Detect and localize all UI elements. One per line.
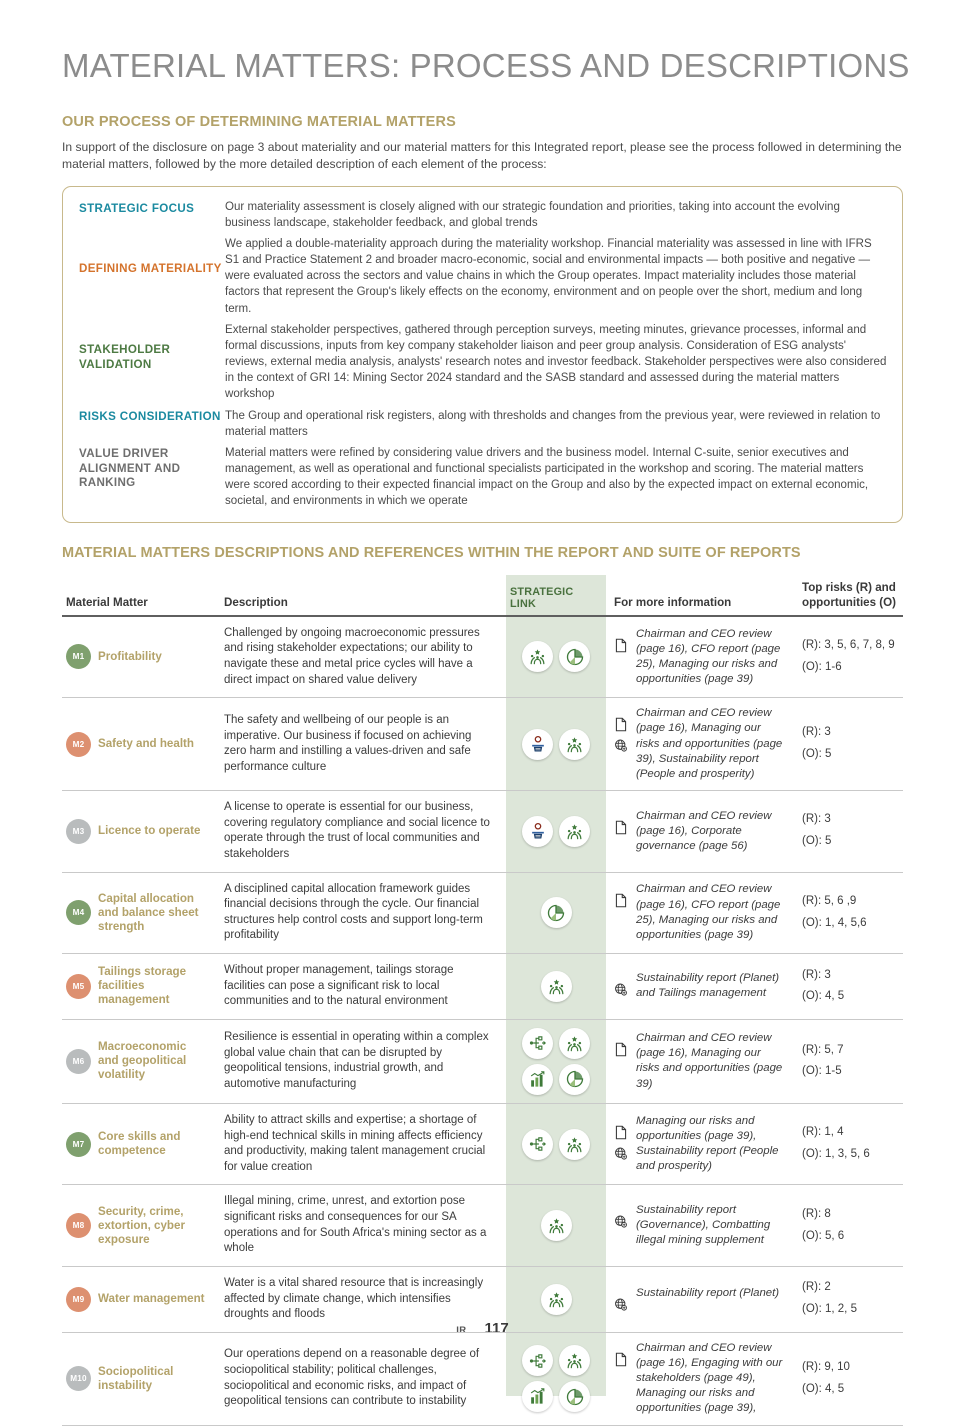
cell-top-risks-opportunities <box>792 617 903 698</box>
cell-strategic-link <box>506 873 606 954</box>
table-row <box>62 1333 903 1426</box>
opportunities-text: (O): 1-5 <box>802 1065 842 1078</box>
cell-more-information <box>606 1020 792 1103</box>
cell-top-risks-opportunities <box>792 791 903 872</box>
people-hands-icon <box>541 1210 572 1241</box>
process-label-risks-consideration: RISKS CONSIDERATION <box>79 409 221 423</box>
cell-top-risks-opportunities <box>792 1333 903 1425</box>
report-document-icon <box>614 717 630 732</box>
column-header-description: Description <box>224 595 288 609</box>
footer-page-number: 117 <box>484 1320 509 1337</box>
description-text: Water is a vital shared resource that is increasingly affected by climate change, which intensifies droughts and floods <box>224 1276 484 1321</box>
cell-material-matter <box>62 873 214 954</box>
value-chain-icon <box>522 1129 553 1160</box>
top-risks-text: (R): 8 <box>802 1207 831 1220</box>
cell-material-matter <box>62 954 214 1019</box>
process-row-strategic-focus <box>79 199 888 231</box>
table-header-row <box>62 575 903 616</box>
matter-label: Capital allocation and balance sheet strength <box>98 891 199 933</box>
description-text: Ability to attract skills and expertise; a shortage of high-end technical skills in mining affects efficiency and productivity, making talent management crucial for value creation <box>224 1113 486 1173</box>
top-risks-text: (R): 2 <box>802 1281 831 1294</box>
matter-label: Water management <box>98 1292 205 1306</box>
cell-material-matter <box>62 698 214 790</box>
process-intro-text: In support of the disclosure on page 3 about materiality and our material matters for this Integrated report, please see the process followed in determining the material matters, followed by the more detailed description of each element of the process: <box>62 140 902 172</box>
more-information-text: Chairman and CEO review (page 16), Managing our risks and opportunities (page 39), Sustainability report (People and prosperity) <box>636 707 783 780</box>
cell-strategic-link <box>506 1020 606 1103</box>
description-text: Resilience is essential in operating within a complex global value chain that can be disrupted by geopolitical tensions, industrial growth, and automotive manufacturing <box>224 1031 489 1091</box>
matter-code-badge: M6 <box>66 1049 91 1074</box>
pie-chart-icon <box>559 1064 590 1095</box>
more-information-text: Sustainability report (Planet) and Tailings management <box>636 972 780 1000</box>
globe-icon <box>614 1214 630 1229</box>
description-text: A disciplined capital allocation framework guides financial decisions through the cycle. Our financial structures help control costs and support long-term profitability <box>224 882 483 942</box>
people-hands-icon <box>541 971 572 1002</box>
matter-code-badge: M3 <box>66 819 91 844</box>
column-header-more-information: For more information <box>614 595 732 609</box>
mining-operations-icon <box>522 729 553 760</box>
cell-description <box>214 1185 506 1266</box>
cell-more-information <box>606 954 792 1019</box>
cell-description <box>214 1267 506 1332</box>
top-risks-text: (R): 3 <box>802 813 831 826</box>
report-document-icon <box>614 638 630 653</box>
matter-label: Macroeconomic and geopolitical volatility <box>98 1040 187 1082</box>
bar-chart-icon <box>522 1381 553 1412</box>
people-hands-icon <box>559 1129 590 1160</box>
column-header-material-matter: Material Matter <box>66 595 148 609</box>
cell-top-risks-opportunities <box>792 1185 903 1266</box>
cell-top-risks-opportunities <box>792 873 903 954</box>
cell-more-information <box>606 1267 792 1332</box>
cell-material-matter <box>62 791 214 872</box>
top-risks-text: (R): 5, 7 <box>802 1043 844 1056</box>
opportunities-text: (O): 1, 4, 5,6 <box>802 916 867 929</box>
page-title: MATERIAL MATTERS: PROCESS AND DESCRIPTIONS <box>62 47 910 84</box>
cell-strategic-link <box>506 954 606 1019</box>
table-row <box>62 1185 903 1267</box>
footer-report-label: IR <box>456 1325 467 1336</box>
more-information-text: Chairman and CEO review (page 16), CFO report (page 25), Managing our risks and opportunities (page 39) <box>636 627 781 686</box>
table-row <box>62 617 903 699</box>
matter-code-badge: M2 <box>66 732 91 757</box>
top-risks-text: (R): 3 <box>802 968 831 981</box>
matter-label: Sociopolitical instability <box>98 1364 174 1392</box>
pie-chart-icon <box>541 897 572 928</box>
description-text: Our operations depend on a reasonable degree of sociopolitical stability; political challenges, sociopolitical and economic risks, and impact of geopolitical tensions can contribute to instability <box>224 1348 480 1408</box>
cell-more-information <box>606 617 792 698</box>
cell-more-information <box>606 1104 792 1185</box>
process-label-strategic-focus: STRATEGIC FOCUS <box>79 201 195 215</box>
cell-description <box>214 791 506 872</box>
opportunities-text: (O): 1-6 <box>802 660 842 673</box>
column-header-strategic-link: STRATEGIC LINK <box>510 585 574 610</box>
value-chain-icon <box>522 1345 553 1376</box>
globe-icon <box>614 1297 630 1312</box>
top-risks-text: (R): 3, 5, 6, 7, 8, 9 <box>802 639 895 652</box>
cell-more-information <box>606 1333 792 1425</box>
cell-material-matter <box>62 1104 214 1185</box>
mining-operations-icon <box>522 816 553 847</box>
cell-top-risks-opportunities <box>792 1104 903 1185</box>
cell-description <box>214 617 506 698</box>
opportunities-text: (O): 4, 5 <box>802 990 845 1003</box>
matter-code-badge: M9 <box>66 1287 91 1312</box>
report-document-icon <box>614 1042 630 1057</box>
cell-material-matter <box>62 1333 214 1425</box>
cell-strategic-link <box>506 1267 606 1332</box>
table-row <box>62 1267 903 1333</box>
cell-description <box>214 1104 506 1185</box>
matter-label: Licence to operate <box>98 824 201 838</box>
bar-chart-icon <box>522 1064 553 1095</box>
matter-label: Security, crime, extortion, cyber exposure <box>98 1204 185 1246</box>
cell-strategic-link <box>506 617 606 698</box>
process-row-stakeholder-validation <box>79 322 888 403</box>
cell-description <box>214 873 506 954</box>
cell-more-information <box>606 791 792 872</box>
cell-top-risks-opportunities <box>792 1020 903 1103</box>
cell-material-matter <box>62 1185 214 1266</box>
report-document-icon <box>614 1125 630 1140</box>
people-hands-icon <box>559 1028 590 1059</box>
material-matters-table <box>62 575 903 1425</box>
globe-icon <box>614 738 630 753</box>
cell-material-matter <box>62 1020 214 1103</box>
cell-material-matter <box>62 1267 214 1332</box>
process-row-risks-consideration <box>79 408 888 440</box>
value-chain-icon <box>522 1028 553 1059</box>
matter-code-badge: M8 <box>66 1213 91 1238</box>
opportunities-text: (O): 1, 3, 5, 6 <box>802 1148 870 1161</box>
description-text: Challenged by ongoing macroeconomic pressures and rising stakeholder expectations; our ability to navigate these and metal price cycles will have a direct impact on shared value delivery <box>224 626 480 686</box>
more-information-text: Sustainability report (Governance), Combatting illegal mining supplement <box>636 1203 771 1247</box>
column-header-top-risks: Top risks (R) and opportunities (O) <box>802 581 897 609</box>
matter-label: Tailings storage facilities management <box>98 965 187 1007</box>
table-row <box>62 873 903 955</box>
matter-label: Safety and health <box>98 737 194 751</box>
table-rows-container <box>62 617 903 1426</box>
description-text: The safety and wellbeing of our people is an imperative. Our business if focused on achieving zero harm and instilling a values-driven and safe performance culture <box>224 713 472 773</box>
more-information-text: Sustainability report (Planet) <box>636 1287 780 1300</box>
process-row-defining-materiality <box>79 236 888 317</box>
cell-description <box>214 954 506 1019</box>
globe-icon <box>614 982 630 997</box>
people-hands-icon <box>559 816 590 847</box>
description-text: A license to operate is essential for our business, covering regulatory compliance and social licence to operate through the trust of local communities and stakeholders <box>224 801 490 860</box>
cell-description <box>214 1020 506 1103</box>
table-row <box>62 1104 903 1186</box>
cell-top-risks-opportunities <box>792 1267 903 1332</box>
top-risks-text: (R): 5, 6 ,9 <box>802 894 857 907</box>
process-label-stakeholder-validation: STAKEHOLDER VALIDATION <box>79 342 171 371</box>
pie-chart-icon <box>559 1381 590 1412</box>
people-hands-icon <box>559 1345 590 1376</box>
cell-strategic-link <box>506 1104 606 1185</box>
cell-strategic-link <box>506 791 606 872</box>
report-document-icon <box>614 893 630 908</box>
report-document-icon <box>614 820 630 835</box>
process-label-value-driver-alignment: VALUE DRIVER ALIGNMENT AND RANKING <box>79 446 181 490</box>
cell-material-matter <box>62 617 214 698</box>
matter-code-badge: M1 <box>66 644 91 669</box>
more-information-text: Managing our risks and opportunities (page 39), Sustainability report (People and prosperity) <box>636 1114 779 1173</box>
more-information-text: Chairman and CEO review (page 16), Corporate governance (page 56) <box>636 809 772 852</box>
globe-icon <box>614 1146 630 1161</box>
opportunities-text: (O): 5 <box>802 748 832 761</box>
top-risks-text: (R): 1, 4 <box>802 1126 844 1139</box>
description-text: Illegal mining, crime, unrest, and extortion pose significant risks and consequences for our SA operations and for South Africa's mining sector as a whole <box>224 1195 487 1255</box>
process-text-defining-materiality: We applied a double-materiality approach during the materiality workshop. Financial materiality was assessed in line with IFRS S1 and Practice Statement 2 and broader macro-economic, social and environmental impacts — both positive and negative — were evaluated across the sectors and value chains in which the Group operates. Impact materiality includes those material factors that represent the Group's likely effects on the economy, environment and on people over the short, medium and long term. <box>225 237 872 315</box>
people-hands-icon <box>541 1284 572 1315</box>
cell-strategic-link <box>506 1185 606 1266</box>
cell-strategic-link <box>506 698 606 790</box>
cell-description <box>214 1333 506 1425</box>
cell-description <box>214 698 506 790</box>
people-hands-icon <box>522 641 553 672</box>
table-row <box>62 791 903 873</box>
matter-code-badge: M4 <box>66 900 91 925</box>
more-information-text: Chairman and CEO review (page 16), Engaging with our stakeholders (page 49), Managing our risks and opportunities (page 39), <box>636 1341 783 1415</box>
process-row-value-driver-alignment <box>79 445 888 510</box>
table-section-heading: MATERIAL MATTERS DESCRIPTIONS AND REFERENCES WITHIN THE REPORT AND SUITE OF REPORTS <box>62 545 801 562</box>
cell-more-information <box>606 698 792 790</box>
table-row <box>62 954 903 1020</box>
process-text-risks-consideration: The Group and operational risk registers, along with thresholds and changes from the previous year, were reviewed in relation to material matters <box>225 409 881 438</box>
cell-more-information <box>606 1185 792 1266</box>
table-row <box>62 698 903 791</box>
more-information-text: Chairman and CEO review (page 16), CFO report (page 25), Managing our risks and opportunities (page 39) <box>636 883 781 941</box>
top-risks-text: (R): 9, 10 <box>802 1360 850 1373</box>
matter-label: Core skills and competence <box>98 1130 181 1158</box>
pie-chart-icon <box>559 641 590 672</box>
top-risks-text: (R): 3 <box>802 726 831 739</box>
process-label-defining-materiality: DEFINING MATERIALITY <box>79 261 222 275</box>
cell-strategic-link <box>506 1333 606 1425</box>
process-text-strategic-focus: Our materiality assessment is closely aligned with our strategic foundation and priorities, taking into account the evolving business landscape, stakeholder feedback, and global trends <box>225 200 840 229</box>
process-box <box>62 186 903 524</box>
opportunities-text: (O): 5 <box>802 835 832 848</box>
opportunities-text: (O): 5, 6 <box>802 1229 845 1242</box>
cell-more-information <box>606 873 792 954</box>
process-text-value-driver-alignment: Material matters were refined by considering value drivers and the business model. Internal C-suite, senior executives and management, as well as operational and functional specialists participated in the workshop and scoring. The material matters were scored according to their expected financial impact on the Group and also by the expected impact on external economic, societal, and environments in which we operate <box>225 446 869 508</box>
process-section-heading: OUR PROCESS OF DETERMINING MATERIAL MATTERS <box>62 114 456 131</box>
matter-code-badge: M10 <box>66 1366 91 1391</box>
process-text-stakeholder-validation: External stakeholder perspectives, gathered through perception surveys, meeting minutes, grievance processes, informal and formal discussions, inputs from key company stakeholder liaison and peer group analysis. Consideration of ESG analysts' reviews, external media analysis, analysts' research notes and investor feedback. Stakeholder perspectives were also considered in the context of GRI 14: Mining Sector 2024 standard and the SASB standard and assessed during the material matters workshop <box>225 323 887 401</box>
people-hands-icon <box>559 729 590 760</box>
more-information-text: Chairman and CEO review (page 16), Managing our risks and opportunities (page 39) <box>636 1032 783 1090</box>
description-text: Without proper management, tailings storage facilities can pose a significant risk to local communities and to the natural environment <box>224 964 454 1008</box>
table-row <box>62 1020 903 1104</box>
matter-code-badge: M7 <box>66 1132 91 1157</box>
matter-code-badge: M5 <box>66 974 91 999</box>
opportunities-text: (O): 4, 5 <box>802 1382 845 1395</box>
cell-top-risks-opportunities <box>792 954 903 1019</box>
matter-label: Profitability <box>98 649 162 663</box>
opportunities-text: (O): 1, 2, 5 <box>802 1303 857 1316</box>
cell-top-risks-opportunities <box>792 698 903 790</box>
